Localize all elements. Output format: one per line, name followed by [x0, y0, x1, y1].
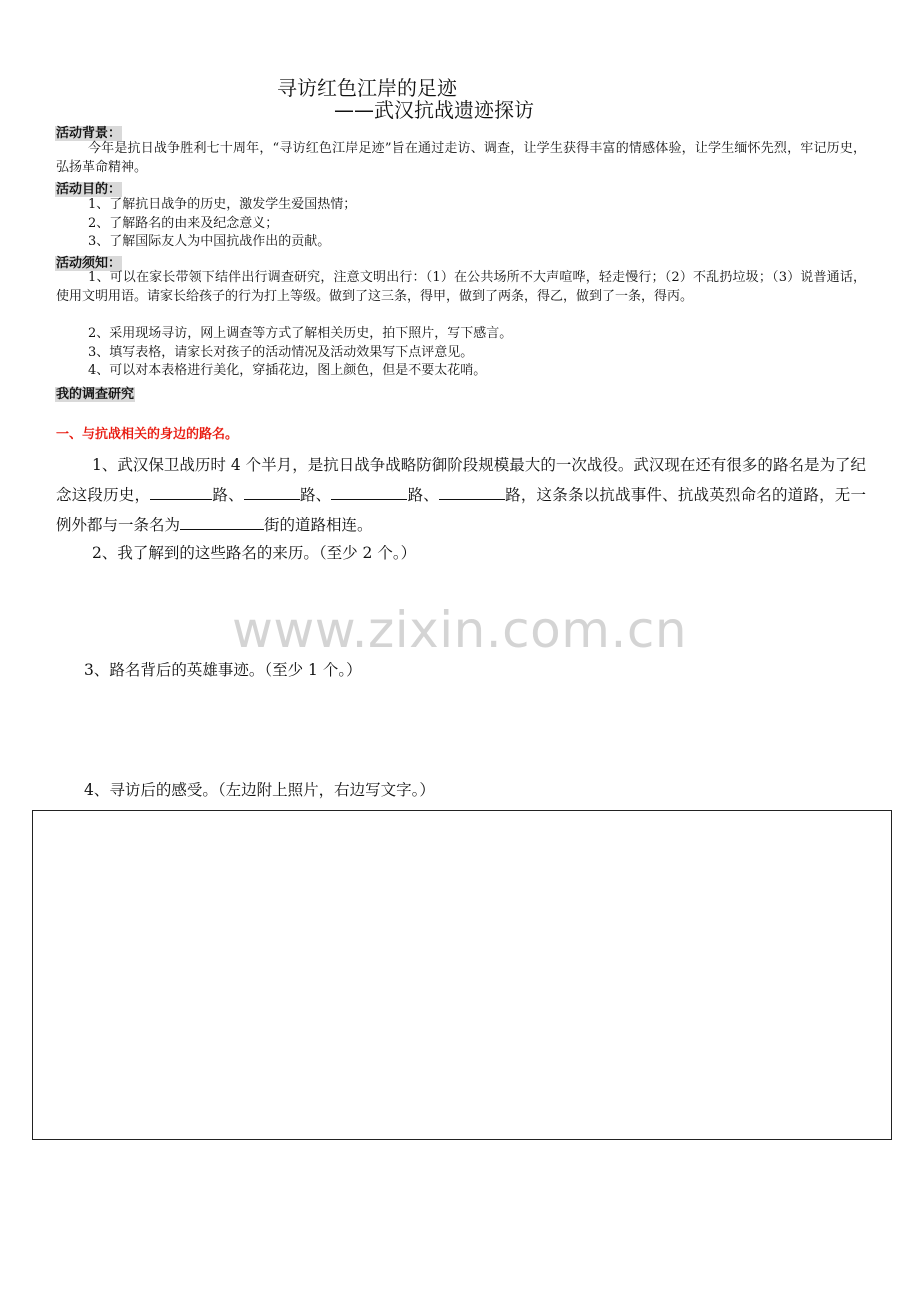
road-suffix-1: 路、 [212, 486, 244, 504]
question-4: 4、寻访后的感受。（左边附上照片，右边写文字。） [84, 781, 435, 799]
purpose-item-2: 2、了解路名的由来及纪念意义； [88, 215, 279, 231]
notice-item-4: 4、可以对本表格进行美化，穿插花边，图上颜色，但是不要太花哨。 [88, 363, 487, 378]
question-1-text: 1、武汉保卫战历时 4 个半月，是抗日战争战略防御阶段规模最大的一次战役。武汉现在还有很多的路名是为了纪念这段历史， [56, 456, 866, 504]
question-3: 3、路名背后的英雄事迹。（至少 1 个。） [84, 661, 362, 679]
section-1-heading: 一、与抗战相关的身边的路名。 [56, 427, 239, 442]
notice-item-3: 3、填写表格，请家长对孩子的活动情况及活动效果写下点评意见。 [88, 345, 474, 360]
background-label: 活动背景： [56, 126, 122, 141]
road-blank-2[interactable] [244, 483, 300, 500]
notice-item-2: 2、采用现场寻访，网上调查等方式了解相关历史，拍下照片，写下感言。 [88, 326, 513, 341]
notice-item-1: 1、可以在家长带领下结伴出行调查研究，注意文明出行：（1）在公共场所不大声喧哗，轻走慢行；（2）不乱扔垃圾；（3）说普通话，使用文明用语。请家长给孩子的行为打上等级。做到了这三条，得甲，做到了两条，得乙，做到了一条，得丙。 [56, 270, 866, 304]
question-1 [56, 450, 866, 540]
research-label: 我的调查研究 [56, 387, 135, 402]
title-line-1: 寻访红色江岸的足迹 [277, 76, 457, 100]
road-blank-3[interactable] [331, 483, 407, 500]
purpose-item-1: 1、了解抗日战争的历史，激发学生爱国热情； [88, 197, 357, 212]
question-2: 2、我了解到的这些路名的来历。（至少 2 个。） [92, 544, 417, 562]
road-blank-4[interactable] [439, 483, 505, 500]
background-text: 今年是抗日战争胜利七十周年，“寻访红色江岸足迹”旨在通过走访、调查，让学生获得丰富的情感体验，让学生缅怀先烈，牢记历史，弘扬革命精神。 [56, 141, 866, 175]
road-suffix-4: 路，这条条以抗战事件、抗战英烈命名的道路，无一例外都与一条名为 [56, 486, 866, 534]
research-label-wrap [55, 383, 135, 403]
road-suffix-3: 路、 [407, 486, 439, 504]
question-1-end: 街的道路相连。 [264, 516, 373, 534]
watermark: www.zixin.com.cn [232, 601, 688, 659]
background-label-wrap [55, 122, 122, 142]
road-blank-1[interactable] [150, 483, 212, 500]
purpose-label-wrap [55, 178, 122, 198]
feelings-box[interactable] [32, 810, 892, 1140]
road-suffix-2: 路、 [299, 486, 332, 504]
notice-label: 活动须知： [56, 256, 122, 271]
street-blank[interactable] [180, 513, 264, 530]
purpose-item-3: 3、了解国际友人为中国抗战作出的贡献。 [88, 234, 331, 249]
purpose-label: 活动目的： [56, 182, 122, 197]
title-line-2: ——武汉抗战遗迹探访 [334, 98, 534, 122]
